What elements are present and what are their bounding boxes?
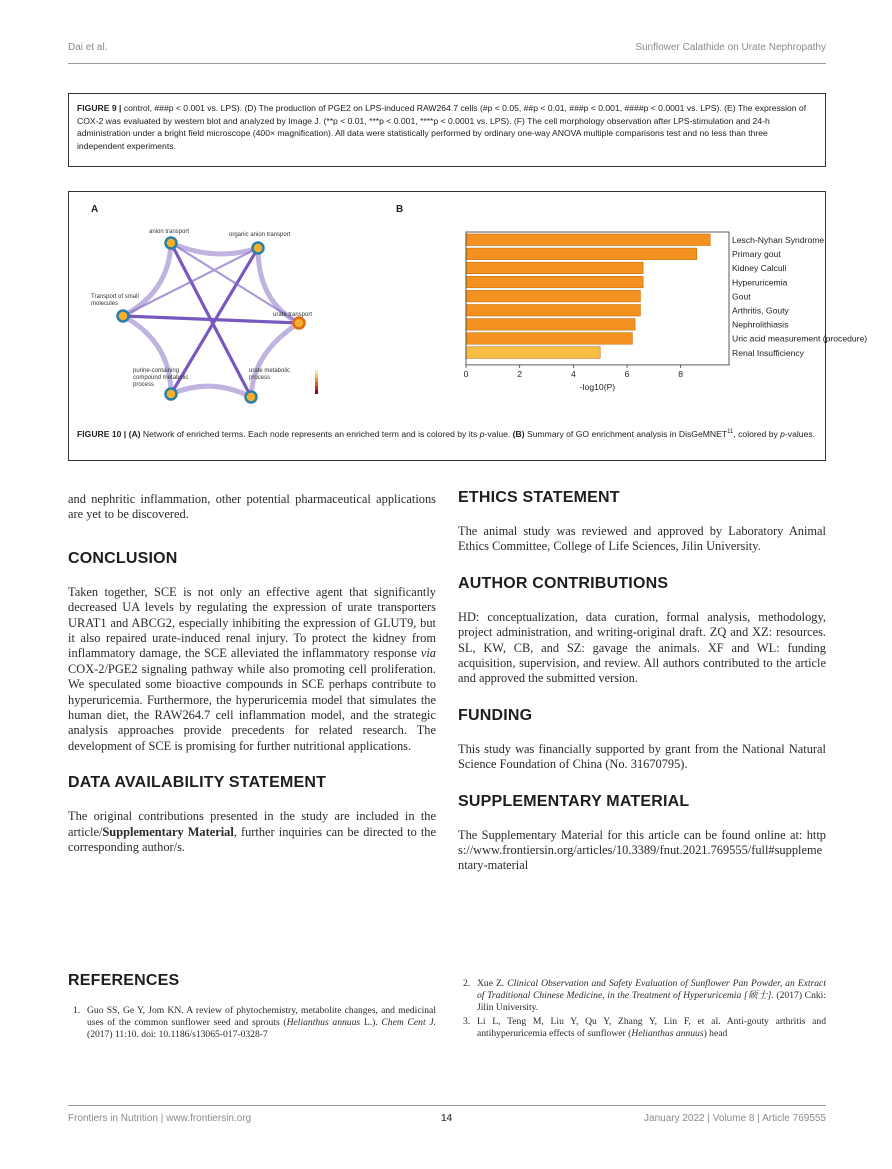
- bar: [466, 248, 697, 260]
- bar: [466, 234, 710, 246]
- figure-9-caption: [68, 93, 826, 167]
- data-text-2: , further inquiries can be directed to the corresponding author/s.: [68, 824, 436, 855]
- caption-text-a: Network of enriched terms. Each node represents an enriched term and is colored by its: [140, 428, 480, 439]
- bar: [466, 347, 600, 359]
- category-label: Hyperuricemia: [732, 277, 788, 288]
- p-value-color-legend: [315, 370, 318, 394]
- node-label-anion-transport: anion transport: [149, 229, 190, 235]
- network-graph: [83, 222, 343, 412]
- network-node: [166, 238, 177, 249]
- figure-9-label: FIGURE 9 |: [77, 103, 122, 113]
- running-header-title: Sunflower Calathide on Urate Nephropathy: [635, 42, 826, 53]
- category-label: Nephrolithiasis: [732, 319, 789, 330]
- panel-a-letter: A: [91, 204, 99, 215]
- references-list-right: [458, 978, 826, 1040]
- bar: [466, 276, 643, 288]
- supplementary-paragraph: The Supplementary Material for this article can be found online at: https://www.frontiersin.org/articles/10.3389/fnut.2021.769555/full#supplementary-material: [458, 827, 826, 873]
- data-availability-paragraph: [68, 809, 436, 855]
- data-text-1: The original contributions presented in the study are included in the article/: [68, 809, 436, 839]
- x-tick-label: 2: [517, 368, 523, 379]
- node-label-urate-metabolic: urate metabolic process: [249, 368, 291, 381]
- caption-panel-b: (B): [512, 428, 525, 439]
- panel-b-letter: B: [396, 204, 404, 215]
- network-node: [294, 318, 305, 329]
- x-tick-label: 0: [463, 368, 469, 379]
- x-tick-label: 4: [570, 368, 576, 379]
- reference-item: 1. Guo SS, Ge Y, Jom KN. A review of phytochemistry, metabolite changes, and medicinal uses of the common sunflower seed and sprouts (Helianthus annuus L.). Chem Cent J. (2017) 11:10. doi: 10.1186/s13065-017-0328-7: [73, 1005, 436, 1040]
- caption-italic-p: p: [479, 428, 485, 439]
- category-label: Kidney Calculi: [732, 263, 787, 274]
- intro-paragraph: and nephritic inflammation, other potential pharmaceutical applications are yet to be discovered.: [68, 492, 436, 522]
- category-label: Lesch-Nyhan Syndrome: [732, 235, 825, 245]
- x-tick-label: 6: [624, 368, 630, 379]
- category-label: Uric acid measurement (procedure): [732, 333, 868, 344]
- footer-issue: January 2022 | Volume 8 | Article 769555: [644, 1113, 826, 1124]
- bar: [466, 333, 632, 345]
- funding-paragraph: This study was financially supported by grant from the National Natural Science Foundation of China (No. 31670795).: [458, 741, 826, 772]
- conclusion-via: via: [420, 646, 436, 661]
- x-axis-label: -log10(P): [579, 381, 616, 392]
- category-label: Gout: [732, 291, 751, 302]
- bar: [466, 262, 643, 274]
- caption-panel-a: (A): [128, 428, 141, 439]
- author-contributions-paragraph: HD: conceptualization, data curation, formal analysis, methodology, project administration, and writing-original draft. ZQ and XZ: resources. SL, KW, CB, and SZ: gavage the animals. XF and WL: funding acquisition, supervision, and review. All authors contributed to the article and approved the submitted version.: [458, 609, 826, 686]
- supplementary-heading: SUPPLEMENTARY MATERIAL: [458, 792, 690, 810]
- caption-text-a2: -value.: [484, 428, 513, 439]
- caption-text-b3: -values.: [784, 428, 816, 439]
- conclusion-paragraph: [68, 585, 436, 754]
- reference-item: 2. Xue Z. Clinical Observation and Safety Evaluation of Sunflower Pan Powder, an Extract of Traditional Chinese Medicine, in the Treatment of Hyperuricemia [硕士]. (2017) Cnki: Jilin University.: [463, 978, 826, 1013]
- network-node: [166, 389, 177, 400]
- figure-9-caption-text: control, ###p < 0.001 vs. LPS). (D) The production of PGE2 on LPS-induced RAW264.7 cells (#p < 0.05, ##p < 0.01, ###p < 0.001, ####p < 0.0001 vs. LPS). (E) The expression of COX-2 was evaluated by western blot and analyzed by Image J. (**p < 0.01, ***p < 0.001, ****p < 0.0001 vs. LPS). (F) The cell morphology observation after LPS-stimulation and 24-h administration under a bright field microscope (400× magnification). All data were statistically performed by ordinary one-way ANOVA multiple comparisons test and no less than three independent experiments.: [77, 103, 807, 151]
- bar: [466, 290, 640, 302]
- footer-journal: Frontiers in Nutrition | www.frontiersin.org: [68, 1113, 252, 1124]
- references-list-right-container: [458, 978, 826, 1042]
- references-list-left: [68, 1005, 436, 1041]
- edge: [171, 386, 251, 397]
- category-label: Primary gout: [732, 249, 781, 260]
- edge: [251, 323, 299, 397]
- conclusion-text-2: COX-2/PGE2 signaling pathway while also promoting cell proliferation. We speculated some bioactive compounds in SCE perhaps contribute to hyperuricemia. Furthermore, the hyperuricemia model that simulates the human diet, the RAW264.7 cell inflammation model, and the strategic analysis approaches provide precedents for related research. The development of SCE is promising for further nutritional applications.: [68, 661, 436, 753]
- references-heading: REFERENCES: [68, 972, 180, 989]
- conclusion-text-1: Taken together, SCE is not only an effective agent that significantly decreased UA levels by regulating the expression of urate transporters URAT1 and ABCG2, especially inhibiting the expression of GLUT9, but it also repaired urate-induced renal injury. To protect the kidney from inflammatory damage, the SCE alleviated the inflammatory response: [68, 584, 436, 661]
- figure-10-label: FIGURE 10 |: [77, 428, 127, 439]
- category-label: Arthritis, Gouty: [732, 305, 789, 316]
- left-column: [68, 492, 436, 856]
- caption-text-b2: , colored by: [733, 428, 781, 439]
- supplementary-material-link[interactable]: Supplementary Material: [102, 824, 234, 839]
- author-contributions-heading: AUTHOR CONTRIBUTIONS: [458, 574, 669, 592]
- go-enrichment-bar-chart: [389, 228, 868, 403]
- figure-10: [68, 191, 868, 461]
- references-section: [68, 972, 436, 1043]
- reference-item: 3. Li L, Teng M, Liu Y, Qu Y, Zhang Y, Lin F, et al. Anti-gouty arthritis and antihyperuricemia effects of sunflower (Helianthus annuus) head: [463, 1016, 826, 1039]
- figure-10-caption: [77, 426, 817, 440]
- network-node: [253, 243, 264, 254]
- ethics-heading: ETHICS STATEMENT: [458, 489, 620, 506]
- funding-heading: FUNDING: [458, 706, 533, 724]
- network-node: [118, 311, 129, 322]
- header-rule: [68, 63, 826, 64]
- network-node: [246, 392, 257, 403]
- node-label-urate-transport: urate transport: [273, 312, 313, 318]
- node-label-purine-metabolic: purine-containing compound metabolic process: [133, 368, 189, 388]
- node-label-organic-anion-transport: organic anion transport: [229, 232, 291, 238]
- x-tick-label: 8: [678, 368, 684, 379]
- caption-italic-p2: p: [780, 428, 785, 439]
- page-number: 14: [441, 1113, 453, 1124]
- bar: [466, 319, 635, 331]
- category-label: Renal Insufficiency: [732, 347, 804, 358]
- conclusion-heading: CONCLUSION: [68, 549, 178, 567]
- caption-text-b: Summary of GO enrichment analysis in DisGeMNET: [524, 428, 728, 439]
- running-header-authors: Dai et al.: [68, 42, 108, 53]
- data-availability-heading: DATA AVAILABILITY STATEMENT: [68, 774, 327, 792]
- footer-rule: [68, 1105, 826, 1106]
- right-column: [458, 489, 826, 874]
- ethics-paragraph: The animal study was reviewed and approved by Laboratory Animal Ethics Committee, College of Life Sciences, Jilin University.: [458, 524, 826, 554]
- node-label-transport-small-molecules: Transport of small molecules: [91, 294, 139, 307]
- caption-superscript: 11: [727, 429, 734, 435]
- bar: [466, 305, 640, 317]
